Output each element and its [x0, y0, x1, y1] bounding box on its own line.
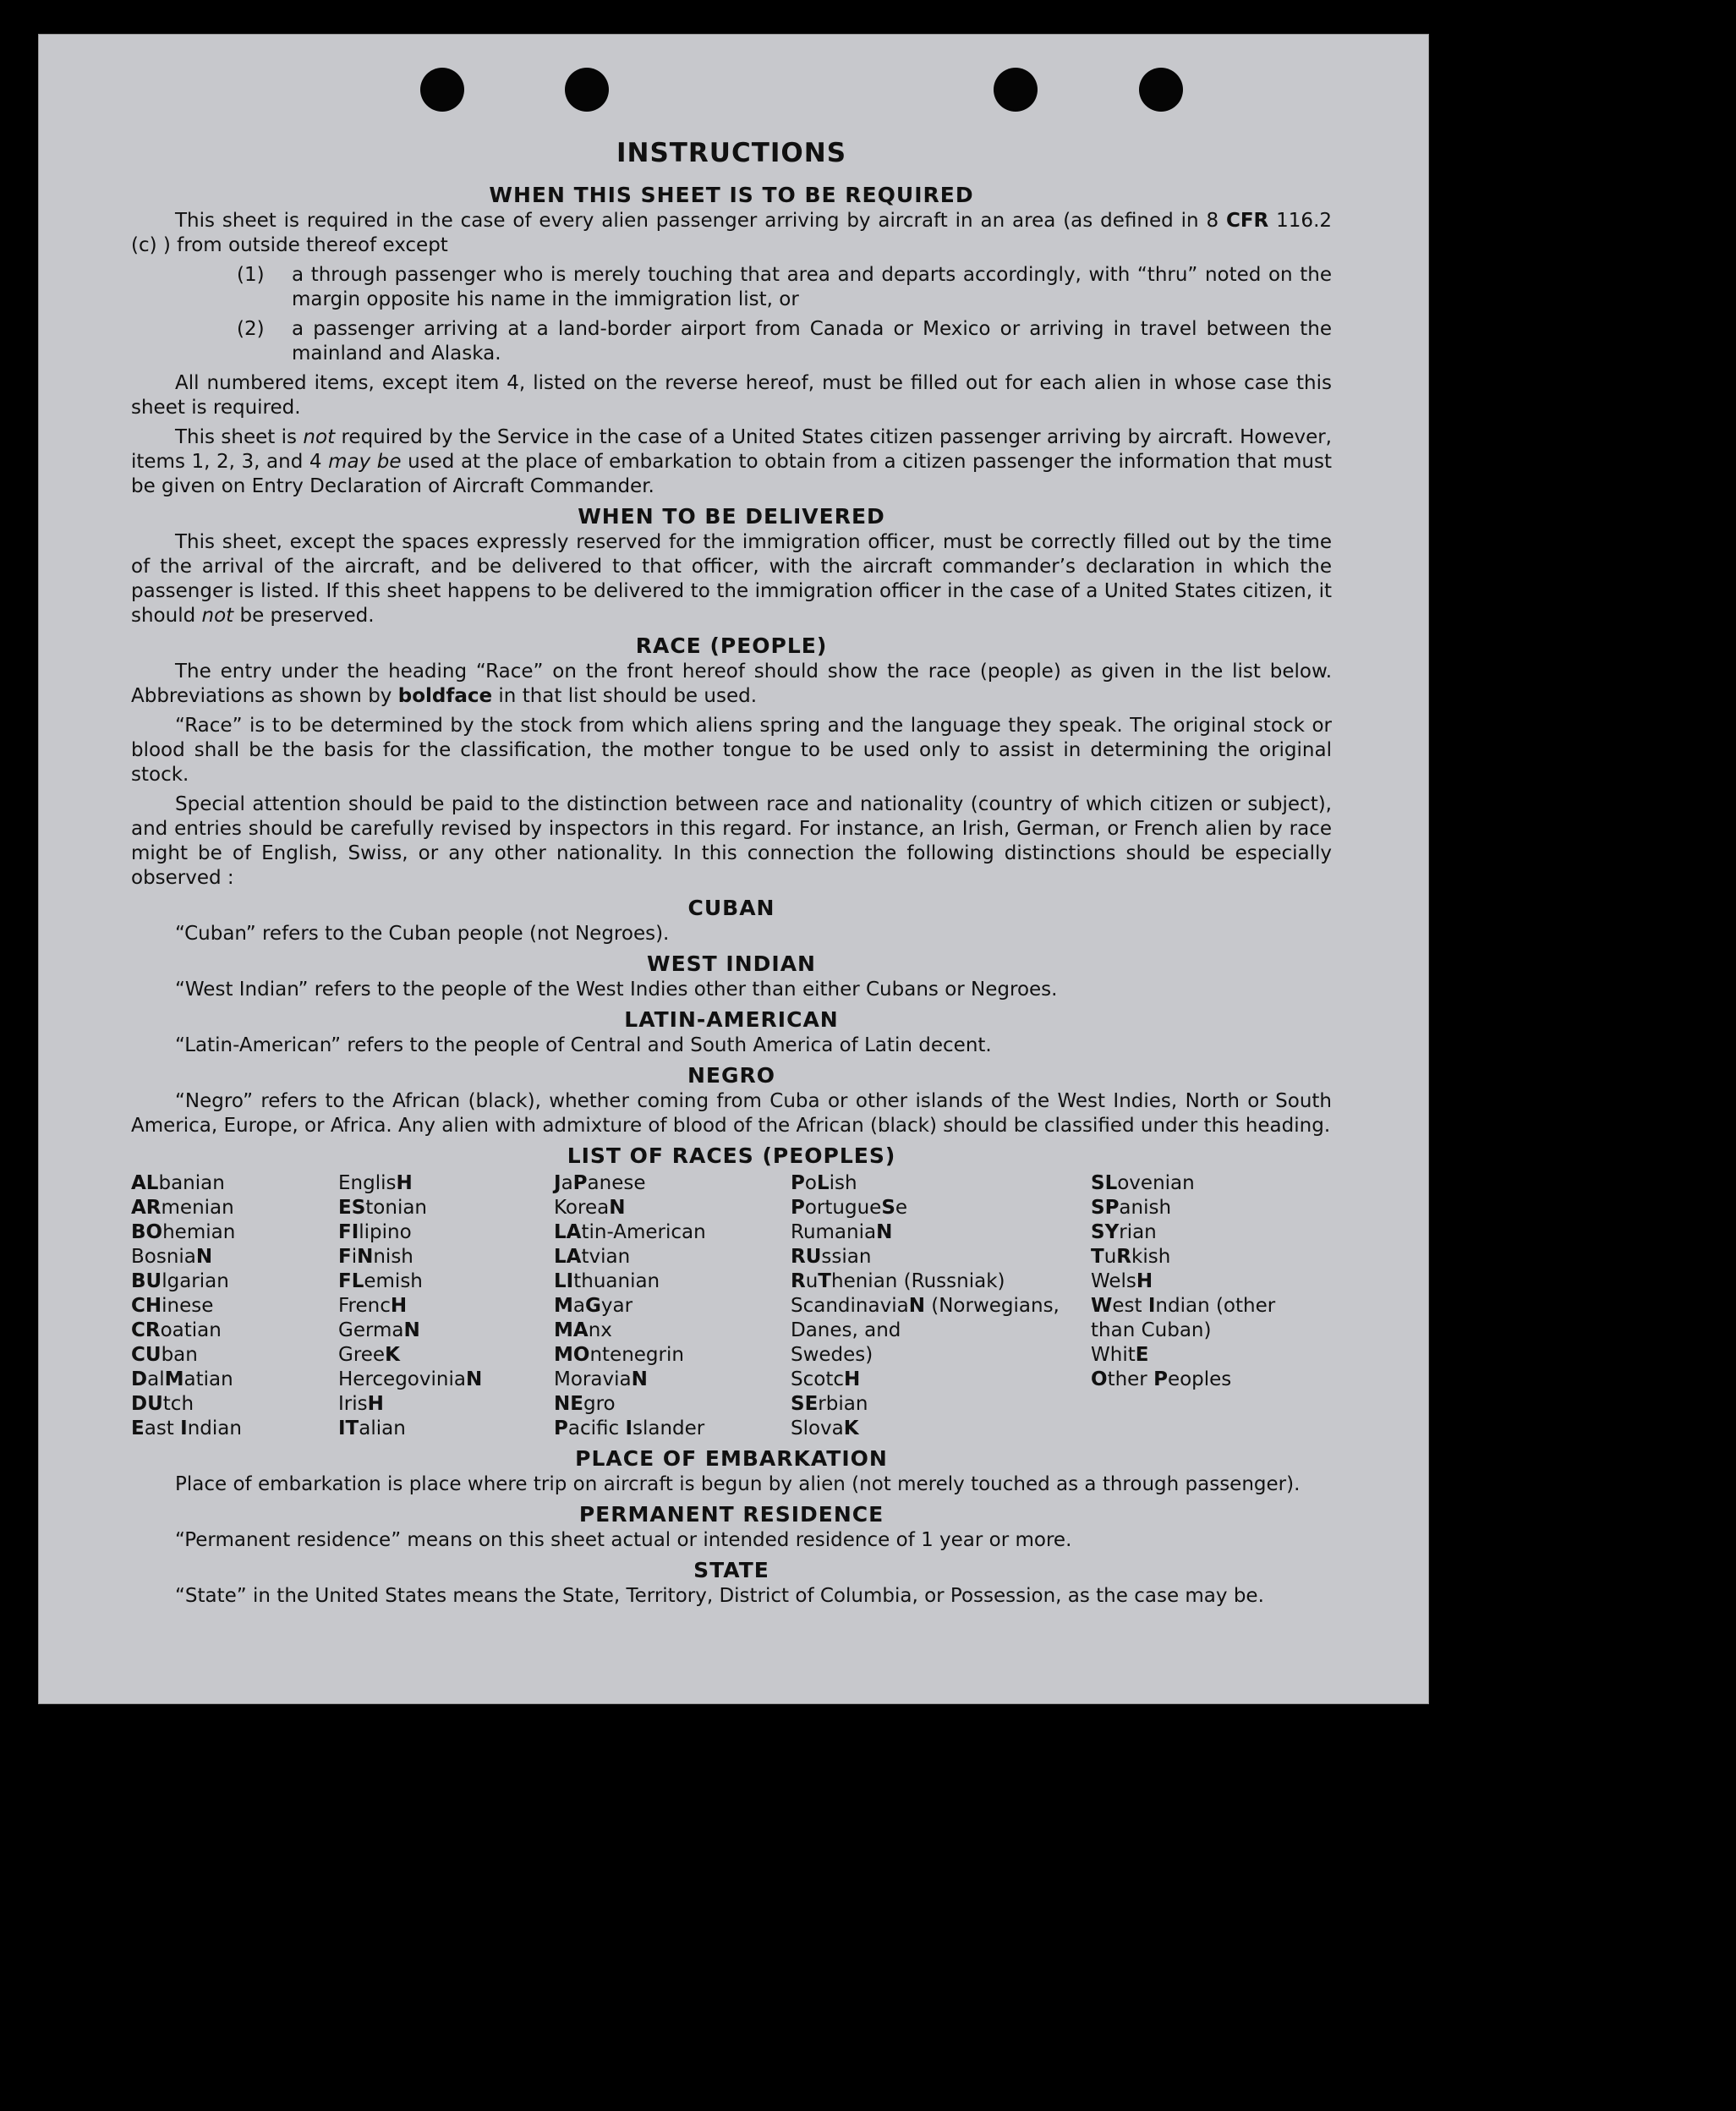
race-entry: HercegoviniaN: [338, 1368, 483, 1390]
cuban-text: “Cuban” refers to the Cuban people (not Negroes).: [175, 923, 670, 945]
page-title: INSTRUCTIONS: [616, 138, 847, 168]
negro-text: “Negro” refers to the African (black), whether coming from Cuba or other islands of the West Indies, North or South America, Europe, or Africa. Any alien with admixture of blood of the African (black) should be classified under this heading.: [131, 1090, 1332, 1137]
heading-cuban: CUBAN: [687, 896, 775, 920]
races-column: [791, 1171, 1091, 1441]
race-entry: Other Peoples: [1091, 1368, 1232, 1390]
punch-hole: [420, 68, 464, 112]
race-entry: SYrian: [1091, 1221, 1157, 1243]
race-entry: CUban: [131, 1344, 198, 1366]
race-entry: Pacific Islander: [554, 1417, 705, 1439]
race-entry: FrencH: [338, 1295, 408, 1317]
document-sheet: [38, 34, 1429, 1704]
heading-west-indian: WEST INDIAN: [647, 951, 816, 976]
races-column: [554, 1171, 791, 1441]
heading-state: STATE: [693, 1558, 769, 1582]
race-entry: SlovaK: [791, 1417, 859, 1439]
race-entry: CHinese: [131, 1295, 214, 1317]
race-para-1: The entry under the heading “Race” on the front hereof should show the race (people) as given in the list below. Abbreviations as shown by boldface in that list should be used.: [131, 661, 1332, 707]
heading-when-delivered: WHEN TO BE DELIVERED: [578, 504, 885, 529]
delivered-para: This sheet, except the spaces expressly reserved for the immigration officer, must be correctly filled out by the time of the arrival of the aircraft, and be delivered to that officer, with the aircraft commander’s declaration in which the passenger is listed. If this sheet happens to be delivered to the immigration officer in the case of a United States citizen, it should not be preserved.: [131, 531, 1332, 627]
race-entry: DUtch: [131, 1393, 194, 1415]
required-para-3: This sheet is not required by the Service in the case of a United States citizen passenger arriving by aircraft. However, items 1, 2, 3, and 4 may be used at the place of embarkation to obtain from a citizen passenger the information that must be given on Entry Declaration of Aircraft Commander.: [131, 426, 1333, 497]
race-para-2: “Race” is to be determined by the stock from which aliens spring and the language they speak. The original stock or blood shall be the basis for the classification, the mother tongue to be used only to assist in determining the original stock.: [131, 715, 1332, 786]
race-entry: LAtvian: [554, 1246, 631, 1268]
race-entry: SPanish: [1091, 1197, 1172, 1219]
races-column: [1091, 1171, 1328, 1441]
race-entry: DalMatian: [131, 1368, 233, 1390]
heading-place-of-embarkation: PLACE OF EMBARKATION: [575, 1446, 888, 1471]
race-entry: MoraviaN: [554, 1368, 648, 1390]
residence-text: “Permanent residence” means on this sheet actual or intended residence of 1 year or more.: [175, 1529, 1072, 1551]
punch-hole: [1139, 68, 1183, 112]
heading-when-required: WHEN THIS SHEET IS TO BE REQUIRED: [489, 183, 974, 207]
heading-latin-american: LATIN-AMERICAN: [624, 1007, 839, 1032]
required-intro: This sheet is required in the case of every alien passenger arriving by aircraft in an area (as defined in 8 CFR 116.2 (c) ) from outside thereof except: [131, 210, 1333, 256]
west-indian-text: “West Indian” refers to the people of the West Indies other than either Cubans or Negroes.: [175, 979, 1058, 1001]
race-entry: BosniaN: [131, 1246, 213, 1268]
race-entry: PoLish: [791, 1172, 857, 1194]
race-entry: MaGyar: [554, 1295, 633, 1317]
race-entry: IrisH: [338, 1393, 384, 1415]
race-entry: CRoatian: [131, 1319, 222, 1341]
race-entry: ScotcH: [791, 1368, 861, 1390]
latin-american-text: “Latin-American” refers to the people of Central and South America of Latin decent.: [175, 1034, 992, 1056]
races-column: [131, 1171, 338, 1441]
race-para-3: Special attention should be paid to the distinction between race and nationality (country of which citizen or subject), and entries should be carefully revised by inspectors in this regard. For instance, an Irish, German, or French alien by race might be of English, Swiss, or any other nationality. In this connection the following distinctions should be especially observed :: [131, 793, 1332, 889]
race-entry: Danes, and: [791, 1319, 901, 1341]
heading-negro: NEGRO: [687, 1063, 776, 1088]
race-entry: SLovenian: [1091, 1172, 1195, 1194]
race-entry: FiNnish: [338, 1246, 413, 1268]
state-text: “State” in the United States means the State, Territory, District of Columbia, or Possession, as the case may be.: [175, 1585, 1264, 1607]
exception-item-1: (1) a through passenger who is merely touching that area and departs accordingly, with “thru” noted on the margin opposite his name in the immigration list, or: [237, 264, 1332, 310]
race-entry: TuRkish: [1091, 1246, 1171, 1268]
race-entry: LIthuanian: [554, 1270, 660, 1292]
races-column: [338, 1171, 554, 1441]
race-entry: SErbian: [791, 1393, 868, 1415]
race-entry: MOntenegrin: [554, 1344, 684, 1366]
race-entry: KoreaN: [554, 1197, 626, 1219]
race-entry: WelsH: [1091, 1270, 1153, 1292]
race-entry: NEgro: [554, 1393, 616, 1415]
race-entry: than Cuban): [1091, 1319, 1212, 1341]
race-entry: East Indian: [131, 1417, 242, 1439]
exception-item-2: (2) a passenger arriving at a land-border airport from Canada or Mexico or arriving in travel between the mainland and Alaska.: [237, 318, 1332, 365]
instructions-content: [131, 138, 1333, 1614]
races-list: [131, 1171, 1332, 1441]
heading-permanent-residence: PERMANENT RESIDENCE: [578, 1502, 884, 1527]
heading-race: RACE (PEOPLE): [635, 633, 828, 658]
race-entry: BOhemian: [131, 1221, 236, 1243]
race-entry: EnglisH: [338, 1172, 413, 1194]
race-entry: RUssian: [791, 1246, 872, 1268]
required-para-2: All numbered items, except item 4, listed on the reverse hereof, must be filled out for each alien in whose case this sheet is required.: [131, 372, 1332, 419]
race-entry: MAnx: [554, 1319, 612, 1341]
race-entry: ALbanian: [131, 1172, 225, 1194]
punch-hole: [994, 68, 1038, 112]
race-entry: RumaniaN: [791, 1221, 893, 1243]
embarkation-text: Place of embarkation is place where trip on aircraft is begun by alien (not merely touched as a through passenger).: [175, 1473, 1301, 1495]
race-entry: JaPanese: [554, 1172, 646, 1194]
heading-list-of-races: LIST OF RACES (PEOPLES): [567, 1143, 896, 1168]
race-entry: RuThenian (Russniak): [791, 1270, 1005, 1292]
race-entry: WhitE: [1091, 1344, 1149, 1366]
race-entry: GermaN: [338, 1319, 420, 1341]
race-entry: ScandinaviaN (Norwegians,: [791, 1295, 1060, 1317]
race-entry: West Indian (other: [1091, 1295, 1276, 1317]
race-entry: ITalian: [338, 1417, 406, 1439]
race-entry: LAtin-American: [554, 1221, 706, 1243]
race-entry: GreeK: [338, 1344, 400, 1366]
race-entry: PortugueSe: [791, 1197, 908, 1219]
race-entry: BUlgarian: [131, 1270, 229, 1292]
punch-hole: [565, 68, 609, 112]
race-entry: FIlipino: [338, 1221, 412, 1243]
race-entry: FLemish: [338, 1270, 423, 1292]
race-entry: EStonian: [338, 1197, 428, 1219]
race-entry: ARmenian: [131, 1197, 234, 1219]
race-entry: Swedes): [791, 1344, 873, 1366]
